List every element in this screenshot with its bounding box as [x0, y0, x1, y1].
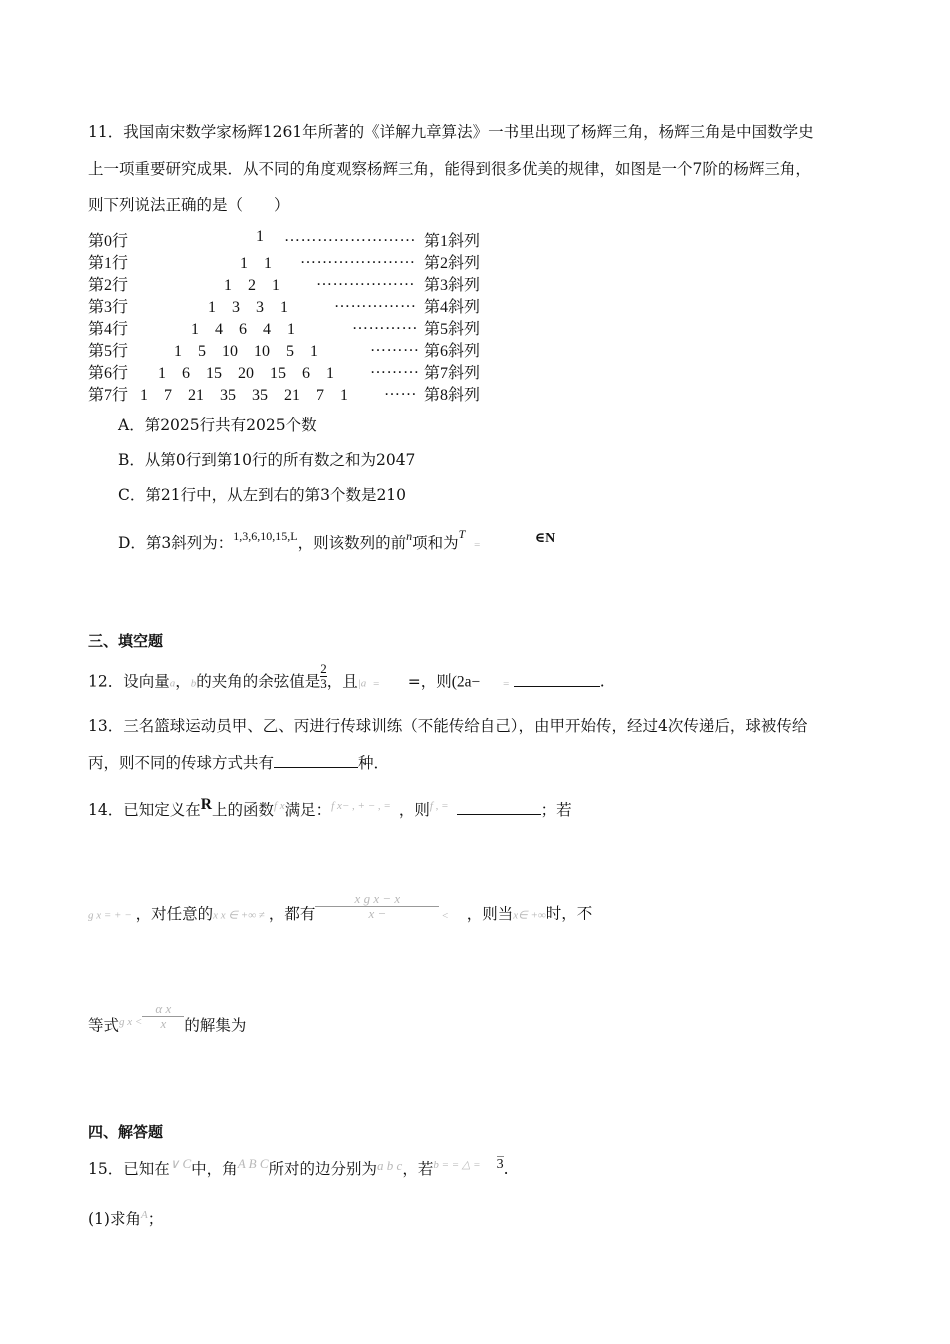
row-diagonal: 第1斜列 [424, 233, 481, 250]
q14-line3-prefix: 等式 [88, 1016, 120, 1035]
option-a: A．第2025行共有2025个数 [118, 416, 317, 434]
q11-line2: 上一项重要研究成果．从不同的角度观察杨辉三角，能得到很多优美的规律，如图是一个7阶的杨辉三角， [88, 160, 811, 178]
row-diagonal: 第2斜列 [424, 255, 481, 272]
q13-line2 [88, 751, 389, 773]
sqrt-3: 3 [496, 1157, 504, 1172]
option-d-eq: = [473, 539, 481, 551]
row-dots: …… [384, 382, 417, 399]
row-numbers: 1 7 21 35 35 21 7 1 [140, 387, 349, 404]
row-diagonal: 第8斜列 [424, 387, 481, 404]
inequality-denominator: x − [315, 906, 439, 921]
set-R: R [200, 796, 212, 813]
q14-when: ，则当 [466, 904, 514, 923]
less-than: < [441, 909, 449, 922]
answer-blank[interactable] [457, 800, 541, 815]
g-inequality: g x < [119, 1015, 143, 1028]
q13-line2-suffix: 种． [358, 754, 390, 772]
row-diagonal: 第5斜列 [424, 321, 481, 338]
fraction-numerator: 2 [320, 661, 327, 676]
row-label: 第1行 [88, 255, 129, 272]
q14-line2 [88, 891, 593, 929]
option-d-sequence: 1,3,6,10,15,L [233, 529, 298, 543]
x1-x2-condition: x x ∈ +∞ ≠ [213, 909, 265, 922]
row-numbers: 1 5 10 10 5 1 [174, 343, 319, 360]
row-numbers: 1 6 15 20 15 6 1 [158, 365, 335, 382]
q12 [88, 661, 605, 697]
row-dots: ………………… [300, 250, 416, 267]
q12-mid: 的夹角的余弦值是 [196, 672, 321, 691]
row-numbers: 1 2 1 [224, 277, 281, 294]
q14-prefix: 14．已知定义在 [88, 801, 201, 819]
option-d-post: 项和为 [412, 534, 459, 552]
row-dots: …………… [334, 294, 417, 311]
alpha-denominator: x [142, 1016, 184, 1031]
q15-mid2: 所对的边分别为 [268, 1160, 378, 1178]
q14-mid2: 满足： [284, 801, 332, 819]
answer-blank[interactable] [514, 672, 600, 687]
q15-part1-prefix: (1)求角 [88, 1210, 141, 1228]
q15-condition: b = = △ = [433, 1159, 481, 1171]
q14-semi: ；若 [540, 801, 572, 819]
q14-have: ，都有 [268, 904, 316, 923]
option-d-T: T [458, 527, 466, 541]
row-numbers: 1 1 [240, 255, 273, 272]
q15-end: . [503, 1160, 509, 1178]
row-dots: …………………… [284, 228, 416, 245]
q12-eq1: = [372, 677, 380, 690]
q14-mid1: 上的函数 [211, 801, 274, 819]
triangle-abc: ∨ C [169, 1156, 192, 1171]
option-c: C．第21行中，从左到右的第3个数是210 [118, 486, 407, 504]
q12-and: ，且 [326, 672, 358, 691]
q12-eq2: = [407, 672, 421, 691]
row-dots: ……………… [316, 272, 415, 289]
option-d [118, 527, 556, 553]
alpha-numerator: α x [155, 1001, 172, 1016]
row-label: 第3行 [88, 299, 129, 316]
vector-a: a [169, 677, 176, 690]
option-d-in-N: ∈N [534, 531, 556, 546]
option-d-prefix: D．第3斜列为： [118, 534, 234, 552]
q15-part1 [88, 1207, 163, 1229]
sides-abc: a b c [377, 1158, 403, 1173]
row-numbers: 1 3 3 1 [208, 299, 289, 316]
q15 [88, 1157, 509, 1179]
q14-time: 时，不 [545, 904, 593, 923]
inequality-numerator: x g x − x [354, 891, 401, 906]
angle-A: A [140, 1209, 148, 1221]
q14-any: ，对任意的 [135, 904, 214, 923]
q14-line3 [88, 1001, 247, 1041]
abs-a: |a [357, 677, 367, 690]
q11-line3: 则下列说法正确的是（ ） [88, 196, 290, 214]
g-definition: g x = + − [88, 909, 132, 922]
row-dots: ……… [370, 360, 420, 377]
option-d-mid: ，则该数列的前 [297, 534, 407, 552]
q15-prefix: 15．已知在 [88, 1160, 170, 1178]
row-label: 第4行 [88, 321, 129, 338]
q12-comma: ， [175, 672, 191, 691]
inequality-fraction [315, 892, 439, 921]
q12-eq3: = [502, 677, 510, 690]
function-fx: f x [273, 800, 285, 812]
functional-equation: f x− , + − , = [331, 800, 391, 812]
row-diagonal: 第4斜列 [424, 299, 481, 316]
row-numbers: 1 4 6 4 1 [191, 321, 296, 338]
angles-abc: A B C [237, 1156, 269, 1171]
q14-then: ，则 [398, 801, 430, 819]
row-label: 第5行 [88, 343, 129, 360]
row-label: 第0行 [88, 233, 129, 250]
row-diagonal: 第6斜列 [424, 343, 481, 360]
row-label: 第2行 [88, 277, 129, 294]
q13-line1: 13．三名篮球运动员甲、乙、丙进行传球训练（不能传给自己），由甲开始传，经过4次传递后，球被传给 [88, 717, 808, 735]
q13-line2-prefix: 丙，则不同的传球方式共有 [88, 754, 275, 772]
q15-mid: 中，角 [191, 1160, 238, 1178]
q12-expression: (2a− [451, 673, 481, 691]
q14-line1 [88, 798, 572, 820]
option-b: B．从第0行到第10行的所有数之和为2047 [118, 451, 416, 469]
fraction-denominator: 3 [320, 676, 327, 691]
row-diagonal: 第3斜列 [424, 277, 481, 294]
q12-prefix: 12．设向量 [88, 672, 170, 691]
x-domain: x∈ +∞ [513, 909, 546, 922]
alpha-fraction [142, 1002, 184, 1031]
vector-b: b [190, 677, 197, 690]
q15-part1-end: ； [147, 1210, 164, 1228]
q11-line1: 11．我国南宋数学家杨辉1261年所著的《详解九章算法》一书里出现了杨辉三角，杨辉三角是中国数学史 [88, 123, 814, 141]
q15-if: ，若 [402, 1160, 434, 1178]
f-value: f , = [429, 800, 449, 812]
row-diagonal: 第7斜列 [424, 365, 481, 382]
answer-blank[interactable] [274, 753, 358, 768]
fraction-2-3 [320, 662, 327, 691]
section-solution-title: 四、解答题 [88, 1123, 164, 1141]
row-dots: ………… [352, 316, 418, 333]
section-fill-blank-title: 三、填空题 [88, 632, 164, 650]
row-numbers: 1 [256, 228, 264, 245]
row-dots: ……… [370, 338, 420, 355]
q12-then: ，则 [420, 672, 452, 691]
q12-end: . [599, 672, 605, 691]
option-d-n: n [406, 529, 413, 543]
row-label: 第6行 [88, 365, 129, 382]
q14-line3-suffix: 的解集为 [184, 1016, 247, 1035]
row-label: 第7行 [88, 387, 129, 404]
